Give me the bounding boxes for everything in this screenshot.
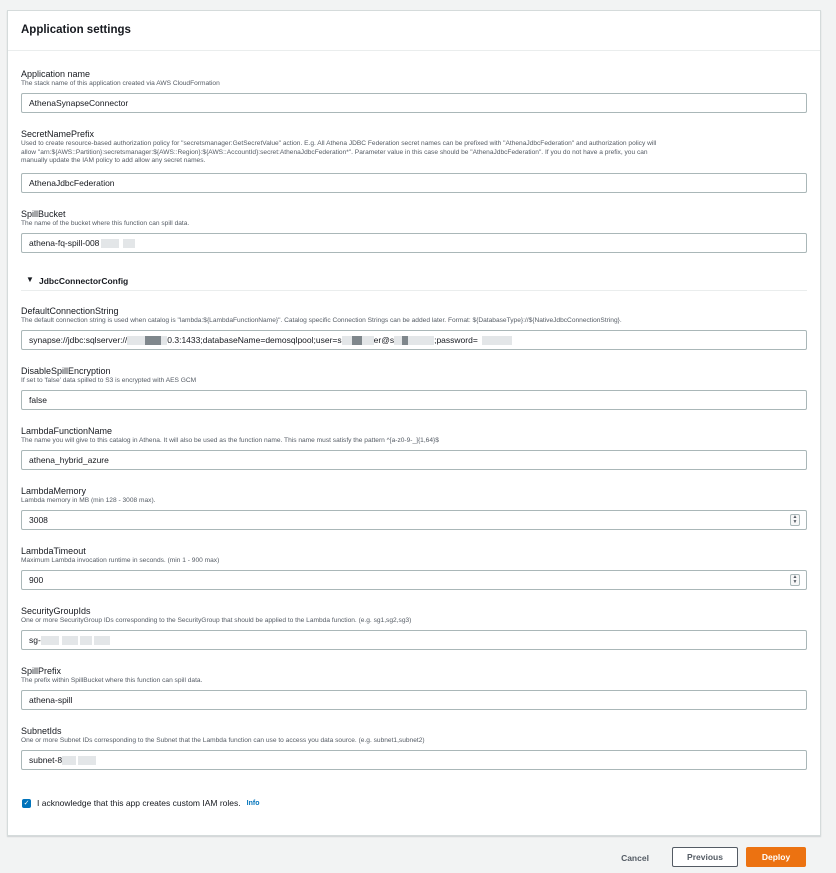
subnet-ids-value: subnet-8 <box>29 755 63 765</box>
field-application-name <box>21 69 807 108</box>
field-description: The name you will give to this catalog in Athena. It will also be used as the function name. This name must satisfy the pattern ^[a-z0-9-_]{1,64}$ <box>21 437 439 444</box>
connection-string-part: synapse://jdbc:sqlserver:// <box>29 335 128 345</box>
field-label: LambdaMemory <box>21 486 87 496</box>
field-lambda-memory <box>21 486 807 525</box>
field-label: SecurityGroupIds <box>21 606 91 616</box>
redacted-block <box>41 636 59 645</box>
secret-name-prefix-input[interactable]: AthenaJdbcFederation <box>21 173 807 193</box>
connection-string-part: ;password= <box>434 335 478 345</box>
redacted-block <box>482 336 512 345</box>
redacted-block <box>362 336 374 345</box>
security-group-ids-value: sg- <box>29 635 41 645</box>
field-disable-spill-encryption <box>21 366 807 405</box>
field-security-group-ids <box>21 606 807 645</box>
disable-spill-encryption-input[interactable]: false <box>21 390 807 410</box>
check-icon: ✓ <box>23 799 30 807</box>
field-description: Maximum Lambda invocation runtime in seconds. (min 1 - 900 max) <box>21 557 220 564</box>
spill-bucket-value: athena-fq-spill-008 <box>29 238 100 248</box>
field-label: SubnetIds <box>21 726 62 736</box>
field-description: The default connection string is used when catalog is "lambda:${LambdaFunctionName}". Catalog specific Connection Strings can be added later. Format: ${DatabaseType}://${NativeJdbcConnectionString}. <box>21 317 622 324</box>
application-name-input[interactable]: AthenaSynapseConnector <box>21 93 807 113</box>
field-lambda-function-name <box>21 426 807 465</box>
spinner-arrows-icon[interactable]: ▲ ▼ <box>790 574 800 586</box>
cancel-button[interactable]: Cancel <box>621 853 649 863</box>
field-description: Lambda memory in MB (min 128 - 3008 max). <box>21 497 156 504</box>
field-lambda-timeout <box>21 546 807 585</box>
section-jdbc-connector-config[interactable] <box>21 275 807 291</box>
caret-down-icon: ▼ <box>26 275 34 284</box>
redacted-block <box>145 336 161 345</box>
field-label: LambdaTimeout <box>21 546 86 556</box>
field-description: The name of the bucket where this function can spill data. <box>21 220 190 227</box>
redacted-block <box>80 636 92 645</box>
acknowledge-row <box>22 798 259 808</box>
field-description: The stack name of this application created via AWS CloudFormation <box>21 80 220 87</box>
redacted-block <box>62 756 76 765</box>
redacted-block <box>101 239 119 248</box>
connection-string-part: 0.3:1433;databaseName=demosqlpool;user=s <box>167 335 342 345</box>
redacted-block <box>78 756 96 765</box>
lambda-memory-value: 3008 <box>29 515 48 525</box>
spinner-arrows-icon[interactable]: ▲ ▼ <box>790 514 800 526</box>
field-description-line2: allow "arn:${AWS::Partition}:secretsmanager:${AWS::Region}:${AWS::AccountId}:secret:AthenaJdbcFederation*". Parameter value in this case should be "AthenaJdbcFederation". If you do not have a prefix, you can <box>21 148 648 156</box>
panel-title: Application settings <box>21 24 131 36</box>
field-description: If set to 'false' data spilled to S3 is encrypted with AES GCM <box>21 377 197 384</box>
field-spill-prefix <box>21 666 807 705</box>
panel-header <box>8 11 820 51</box>
field-label: LambdaFunctionName <box>21 426 113 436</box>
field-label: DefaultConnectionString <box>21 306 119 316</box>
redacted-block <box>394 336 402 345</box>
connection-string-part: er@s <box>373 335 395 345</box>
security-group-ids-input[interactable] <box>21 630 807 650</box>
field-label: Application name <box>21 69 91 79</box>
field-description: One or more SecurityGroup IDs corresponding to the SecurityGroup that should be applied to the Lambda function. (e.g. sg1,sg2,sg3) <box>21 617 412 624</box>
field-secret-name-prefix <box>21 129 807 188</box>
field-subnet-ids <box>21 726 807 765</box>
lambda-timeout-input[interactable] <box>21 570 807 590</box>
subnet-ids-input[interactable] <box>21 750 807 770</box>
lambda-timeout-value: 900 <box>29 575 44 585</box>
field-description: One or more Subnet IDs corresponding to the Subnet that the Lambda function can use to access you data source. (e.g. subnet1,subnet2) <box>21 737 425 744</box>
redacted-block <box>123 239 135 248</box>
default-connection-string-input[interactable] <box>21 330 807 350</box>
spill-prefix-input[interactable]: athena-spill <box>21 690 807 710</box>
field-default-connection-string <box>21 306 807 345</box>
field-description-line3: manually update the IAM policy to add allow any secret names. <box>21 157 206 164</box>
acknowledge-checkbox[interactable] <box>22 799 31 808</box>
redacted-block <box>408 336 434 345</box>
field-description: The prefix within SpillBucket where this function can spill data. <box>21 677 203 684</box>
redacted-block <box>127 336 145 345</box>
application-settings-panel <box>7 10 821 836</box>
field-label: SecretNamePrefix <box>21 129 95 139</box>
lambda-function-name-input[interactable]: athena_hybrid_azure <box>21 450 807 470</box>
deploy-button[interactable]: Deploy <box>746 847 806 867</box>
acknowledge-label: I acknowledge that this app creates custom IAM roles. <box>37 798 241 808</box>
field-label: SpillPrefix <box>21 666 62 676</box>
redacted-block <box>342 336 352 345</box>
spill-bucket-input[interactable] <box>21 233 807 253</box>
field-description-line1: Used to create resource-based authorization policy for "secretsmanager:GetSecretValue" action. E.g. All Athena JDBC Federation secret names can be prefixed with "AthenaJdbcFederation" and authorization policy will <box>21 140 657 147</box>
info-link[interactable]: Info <box>246 799 260 807</box>
field-label: SpillBucket <box>21 209 66 219</box>
redacted-block <box>62 636 78 645</box>
field-label: DisableSpillEncryption <box>21 366 111 376</box>
redacted-block <box>94 636 110 645</box>
lambda-memory-input[interactable] <box>21 510 807 530</box>
section-title: JdbcConnectorConfig <box>39 276 129 286</box>
redacted-block <box>352 336 362 345</box>
field-spill-bucket <box>21 209 807 248</box>
previous-button[interactable]: Previous <box>672 847 738 867</box>
